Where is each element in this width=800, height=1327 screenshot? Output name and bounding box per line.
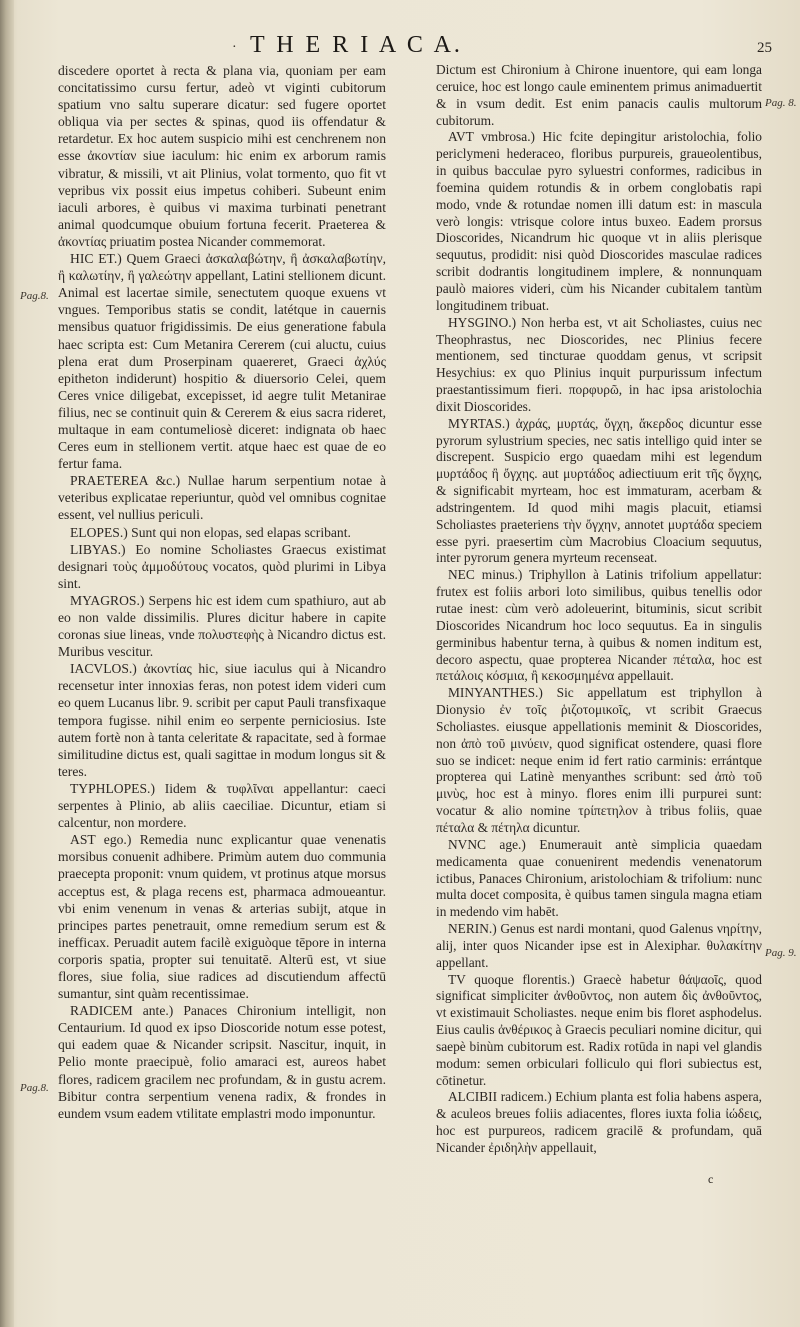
paragraph: discedere oportet à recta & plana via, quoniam per eam concitatissimo cursu fertur, adeò vt viginti cubitorum spatium vno saltu superare dicatur: sed fugere oportet obliqua via per sectes & spinas, quod iis offendatur & retardetur. Ex hoc autem suspicio mihi est cenchrenem non esse ἀκοντίαν siue iaculum: hic enim ex arborum ramis vibratur, & missili, vt ait Plinius, volat tormento, quo fit vt vepribus vix possit eius impetus cohiberi. Subeunt enim iaculi arbores, è quibus vi maxima turbinati penetrant animal quodcumque obuium fortuna fecerit. Praeterea & ἀκοντίας priuatim postea Nicander commemorat. bbox=[58, 63, 386, 249]
paragraph: NERIN.) Genus est nardi montani, quod Galenus νηρίτην, alij, inter quos Nicander ipse est in Alexiphar. θυλακίτην appellant. bbox=[436, 921, 762, 970]
running-header bbox=[0, 32, 800, 60]
paragraph: HIC ET.) Quem Graeci ἀσκαλαβώτην, ἢ ἀσκαλαβωτίην, ἢ καλωτίην, ἢ γαλεώτην appellant, Latini stellionem dicunt. Animal est lacertae simile, senectutem quoque exuens vt vngues. Temporibus statis se condit, latétque in cauernis mensibus quatuor frigidissimis. De eius generatione fabula haec scripta est: Cum Metanira Cererem (cui aluctu, cuius plena erat dum Proserpinam quaereret, Graeci ἀχλύς epitheton indiderunt) hospitio & diuersorio Celei, quem Ceres vnice diligebat, excepisset, id aegre tulit Metanirae filius, nec se continuit quin & Cererem & eius sacra rideret, multaque in eam contumeliosè diceret: indignata ob haec Ceres eum in stellionem vertit. atque haec est quae de eo fertur fama. bbox=[58, 251, 386, 472]
margin-note-right-2: Pag. 9. bbox=[765, 947, 797, 959]
page-number: 25 bbox=[757, 40, 772, 56]
margin-note-left-1: Pag.8. bbox=[20, 290, 49, 302]
paragraph: MYAGROS.) Serpens hic est idem cum spathiuro, aut ab eo non valde dissimilis. Plures dicitur habere in capite coronas siue lineas, vnde πολυστεφὴς à Nicandro dictus est. Muribus vescitur. bbox=[58, 592, 386, 660]
paragraph: PRAETEREA &c.) Nullae harum serpentium notae à veteribus explicatae reperiuntur, quòd vel omnibus cognitae essent, vel nullius periculi. bbox=[58, 473, 386, 523]
margin-note-right-1: Pag. 8. bbox=[765, 97, 797, 109]
margin-note-left-2: Pag.8. bbox=[20, 1082, 49, 1094]
paragraph: HYSGINO.) Non herba est, vt ait Scholiastes, cuius nec Theophrastus, nec Dioscorides, nec Plinius fecere mentionem, sed tincturae quoddam genus, vt scripsit Hesychius: ex quo Plinius inquit purpurissum infectum praestantissimum fieri. πορφυρῶ, in hac ipsa aristolochia dixit Dioscorides. bbox=[436, 314, 762, 414]
paragraph: IACVLOS.) ἀκοντίας hic, siue iaculus qui à Nicandro recensetur inter innoxias feras, non potest idem videri cum eo quem Lucanus libr. 9. scribit per caput Pauli transfixaque tempora fugisse. nihil enim eo serpente perniciosius. Iste autem fortè non à tanta celeritate & rapacitate, sed à formae similitudine dictus est, quali sagittae in modum longus sit & teres. bbox=[58, 661, 386, 779]
paragraph: Dictum est Chironium à Chirone inuentore, qui eam longa ceruice, hoc est longo caule eminentem primus animaduertit & in vsum dedit. Est enim panacis caulis multorum cubitorum. bbox=[436, 62, 762, 128]
paragraph: ELOPES.) Sunt qui non elopas, sed elapas scribant. bbox=[70, 524, 351, 540]
signature-mark: c bbox=[708, 1172, 714, 1186]
left-text-column bbox=[58, 62, 386, 1122]
paragraph: LIBYAS.) Eo nomine Scholiastes Graecus existimat designari τοὺς ἀμμοδύτους vocatos, quòd plurimi in Libya sint. bbox=[58, 541, 386, 591]
page-title: T H E R I A C A. bbox=[250, 32, 463, 58]
paragraph: ALCIBII radicem.) Echium planta est folia habens aspera, & aculeos breues foliis adiacentes, flores iuxta folia ἰώδεις, hoc est purpureos, radicem gracilē & profundam, quā Nicander ἐριδηλὴν appellauit, bbox=[436, 1089, 762, 1155]
header-dot: · bbox=[232, 40, 237, 55]
right-text-column bbox=[436, 62, 762, 1157]
paragraph: TV quoque florentis.) Graecè habetur θάψαοῖς, quod significat simpliciter ἀνθοῦντος, non autem δὶς ἀνθοῦντος, vt existimauit Scholiastes. neque enim bis floret asphodelus. Eius caulis ἀνθέρικος à Graecis peculiari nomine dicitur, qui saepè binùm cubitorum est. Radix rotūda in napi vel glandis modum: semen orbiculari folliculo qui flori subiectus est, cōtinetur. bbox=[436, 971, 762, 1088]
paragraph: RADICEM ante.) Panaces Chironium intelligit, non Centaurium. Id quod ex ipso Dioscoride notum esse potest, qui eadem quae & Nicander scripsit. Nascitur, inquit, in Pelio monte praecipuè, folio amaraci est, aureos habet flores, radicem gracilem nec profundam, & in gustu acrem. Bibitur contra serpentium venena radix, & frondes in eundem vsum eadem vtilitate emplastri modo imponuntur. bbox=[58, 1003, 386, 1121]
paragraph: MYRTAS.) ἀχράς, μυρτάς, ὄγχη, ἄκερδος dicuntur esse pyrorum sylustrium species, nec satis intelligo quid inter se discrepent. Suspicio ergo quaedam mihi est legendum μυρτάδος ἢ ὄγχης. aut μυρτάδος adiectiuum erit τῆς ὄγχης, & significabit myrteam, hoc est immaturam, acerbam & adstringentem. Id quod mihi magis placuit, etiamsi Scholiastes praeteriens τὴν ὄγχην, annotet μυρτάδα speciem esse pyri. praesertim cùm Macrobius Cloacium sequutus, inter pyrorum genera myrteum recenseat. bbox=[436, 415, 762, 566]
paragraph: TYPHLOPES.) Iidem & τυφλῖναι appellantur: caeci serpentes à Plinio, ab aliis caeciliae. Dicuntur, etiam si calcentur, non mordere. bbox=[58, 780, 386, 831]
paragraph: AVT vmbrosa.) Hic fcite depingitur aristolochia, folio periclymeni hederaceo, floribus purpureis, graueolentibus, in quibus bacculae pyro syluestri conformes, radicibus in foemina quidem rotundis & in orbem conglobatis rapi modo, vnde & rotundae nomen illi datum est: in mascula verò longis: vtrisque colore intus buxeo. Eadem prorsus Dioscorides, Nicandrum hic quoque vt in aliis plerisque sequutus, prodidit: nisi quòd Dioscorides masculae radices scribit dodrantis longitudinem implere, & nonnunquam paulò maiores videri, cùm his Nicander cubitalem tantùm longitudinem tribuat. bbox=[436, 129, 762, 313]
paragraph: MINYANTHES.) Sic appellatum est triphyllon à Dionysio ἐν τοῖς ῥιζοτομικοῖς, vt scribit Graecus Scholiastes. eiusque appellationis meminit & Dioscorides, non ἀπὸ τοῦ μινύειν, quod significat ostendere, quasi flore suo se indicet: neque enim id fert ratio carminis: errántque propterea qui Latinè menyanthes scribunt: sed ἀπὸ τοῦ μινὺς, hoc est à minyo. flores enim illi purpurei sunt: vocatur & alio nomine τρίπετηλον à tribus foliis, quae πέταλα & πέτηλα dicuntur. bbox=[436, 685, 762, 835]
book-binding-edge bbox=[0, 0, 14, 1327]
paragraph: NVNC age.) Enumerauit antè simplicia quaedam medicamenta quae conuenirent medendis venenatorum ictibus, Panaces Chironium, aristolochiam & trifolium: nunc multa docet composita, è quibus tamen singula magna etiam in medendo vim habēt. bbox=[436, 836, 762, 920]
paragraph: NEC minus.) Triphyllon à Latinis trifolium appellatur: frutex est foliis arbori loto similibus, quibus tenellis odor rutae inest: cùm verò adoleuerint, bituminis, sicut scribit Dioscorides Nicandrum hoc loco sequutus. Ea in singulis germinibus habentur terna, à quibus & nomen inditum est, decoro aspectu, quae propterea Nicander πέταλα, hoc est πετάλοις κόσμια, ἢ κεκοσμημένα appellauit. bbox=[436, 567, 762, 684]
paragraph: AST ego.) Remedia nunc explicantur quae venenatis morsibus conuenit adhibere. Primùm autem duo communia praecepta proponit: vnum quidem, vt protinus atque morsus acceptus est, & plaga recens est, pharmaca admoueantur. vbi enim venenum in venas & arterias subijt, atque in principes partes penetrauit, omne remedium serum est & inefficax. Peruadit autem facilè exiguòque tēpore in interna corporis spatia, propter sui tenuitatē. Alterū est, vt siue flores, siue folia, siue radices ad discutiendum affectū sumantur, sint quàm recentissimae. bbox=[58, 832, 386, 1002]
